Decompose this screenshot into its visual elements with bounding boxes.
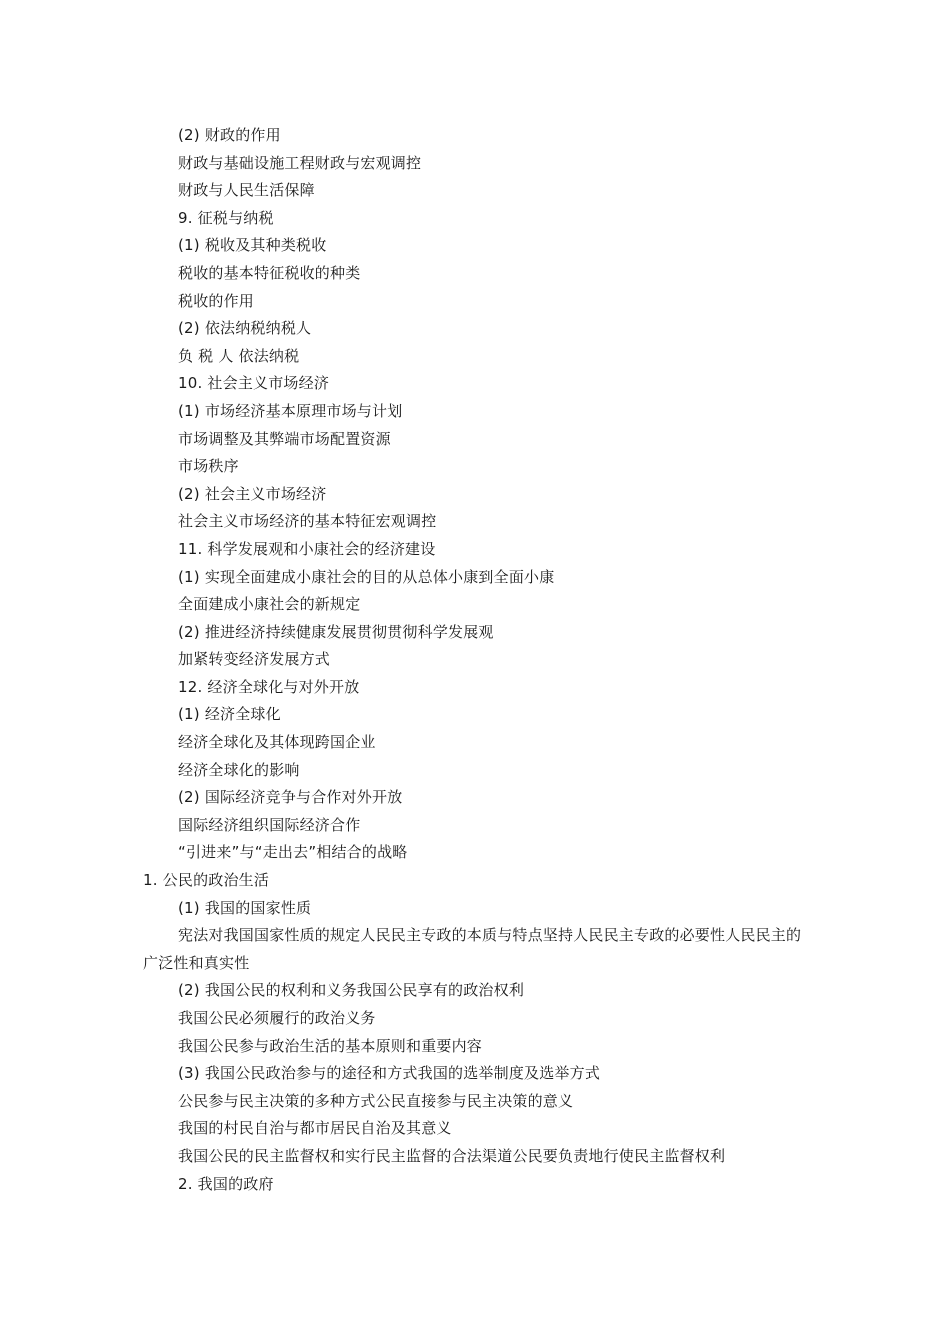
outline-line: 市场调整及其弊端市场配置资源	[178, 429, 391, 448]
outline-line: 财政与基础设施工程财政与宏观调控	[178, 153, 422, 172]
outline-line: (2) 推进经济持续健康发展贯彻贯彻科学发展观	[178, 622, 494, 641]
outline-line: (1) 经济全球化	[178, 705, 281, 724]
outline-line: “引进来”与“走出去”相结合的战略	[178, 843, 408, 862]
section-heading: 11. 科学发展观和小康社会的经济建设	[178, 539, 436, 558]
outline-line: 我国的村民自治与都市居民自治及其意义	[178, 1119, 452, 1138]
outline-line: 社会主义市场经济的基本特征宏观调控	[178, 512, 437, 531]
outline-line: (2) 我国公民的权利和义务我国公民享有的政治权利	[178, 981, 525, 1000]
outline-line: 市场秩序	[178, 457, 239, 476]
section-heading: 12. 经济全球化与对外开放	[178, 677, 360, 696]
document-body	[143, 122, 813, 1198]
outline-line: (3) 我国公民政治参与的途径和方式我国的选举制度及选举方式	[178, 1064, 601, 1083]
outline-line: (1) 税收及其种类税收	[178, 236, 327, 255]
outline-line: (2) 社会主义市场经济	[178, 484, 327, 503]
outline-line: (1) 市场经济基本原理市场与计划	[178, 401, 403, 420]
outline-line: 我国公民参与政治生活的基本原则和重要内容	[178, 1036, 483, 1055]
outline-line: 公民参与民主决策的多种方式公民直接参与民主决策的意义	[178, 1091, 574, 1110]
outline-line: 税收的作用	[178, 291, 255, 310]
outline-line: (2) 依法纳税纳税人	[178, 319, 312, 338]
outline-line: (1) 我国的国家性质	[178, 898, 312, 917]
outline-line: 我国公民必须履行的政治义务	[178, 1009, 376, 1027]
outline-line: 经济全球化及其体现跨国企业	[178, 733, 376, 752]
outline-line: (2) 财政的作用	[178, 126, 281, 144]
outline-line: 负 税 人 依法纳税	[178, 346, 300, 365]
outline-line: 经济全球化的影响	[178, 760, 300, 779]
outline-line: (1) 实现全面建成小康社会的目的从总体小康到全面小康	[178, 567, 555, 586]
section-heading: 10. 社会主义市场经济	[178, 374, 330, 393]
outline-line: 加紧转变经济发展方式	[178, 650, 331, 669]
outline-paragraph: 宪法对我国国家性质的规定人民民主专政的本质与特点坚持人民民主专政的必要性人民民主的广泛性和真实性	[143, 926, 802, 972]
section-heading: 9. 征税与纳税	[178, 208, 274, 227]
outline-line: 税收的基本特征税收的种类	[178, 263, 361, 282]
outline-line: 我国公民的民主监督权和实行民主监督的合法渠道公民要负责地行使民主监督权利	[178, 1146, 726, 1165]
outline-line: (2) 国际经济竞争与合作对外开放	[178, 788, 403, 807]
outline-line: 全面建成小康社会的新规定	[178, 595, 361, 614]
section-heading: 2. 我国的政府	[178, 1174, 274, 1193]
outline-line: 国际经济组织国际经济合作	[178, 815, 361, 834]
outline-line: 财政与人民生活保障	[178, 181, 315, 200]
chapter-heading: 1. 公民的政治生活	[143, 871, 270, 890]
